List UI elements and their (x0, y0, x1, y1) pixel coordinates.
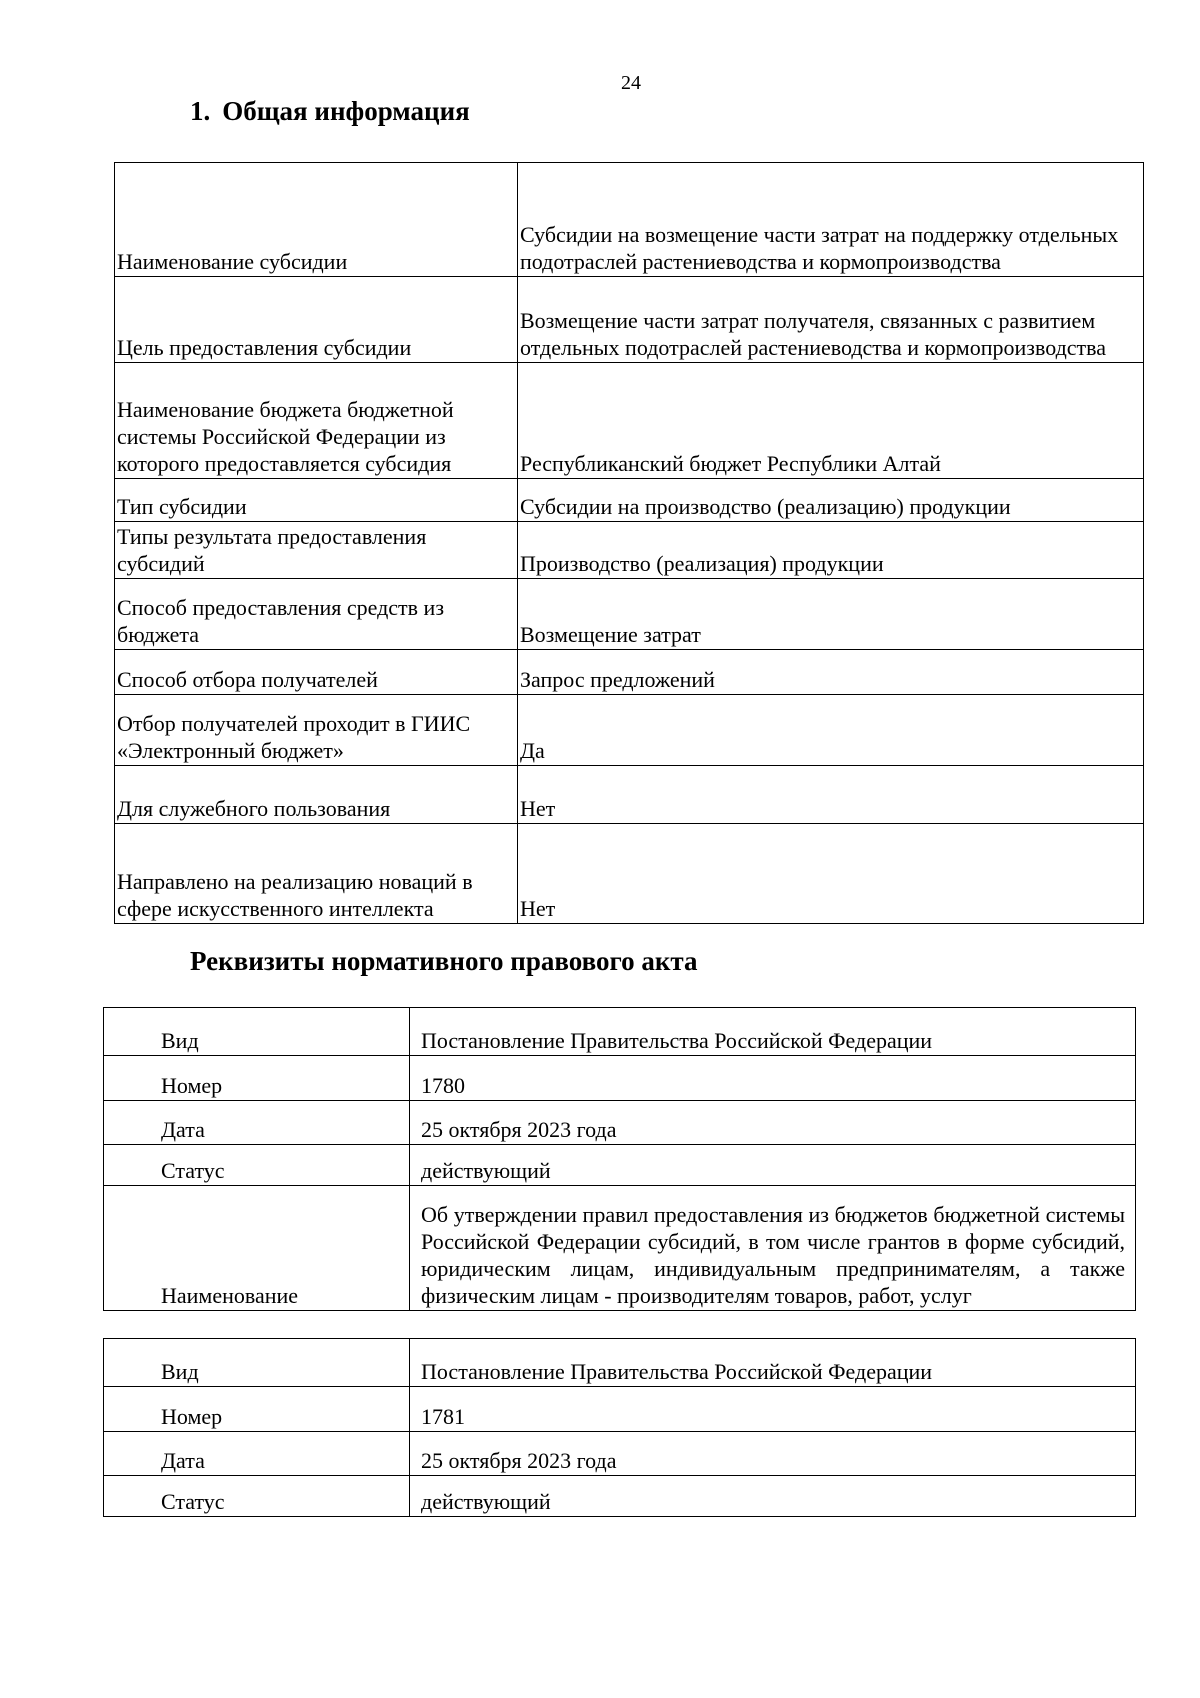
row-label: Способ предоставления средств из бюджета (115, 579, 518, 650)
row-value: Об утверждении правил предоставления из бюджетов бюджетной системы Российской Федерации субсидий, в том числе грантов в форме субсидий, юридическим лицам, индивидуальным предпринимателям, а также физическим лицам - производителям товаров, работ, услуг (410, 1186, 1136, 1311)
row-value: Субсидии на производство (реализацию) продукции (518, 479, 1144, 522)
row-value: Производство (реализация) продукции (518, 522, 1144, 579)
row-label: Наименование бюджета бюджетной системы Российской Федерации из которого предоставляется субсидия (115, 363, 518, 479)
row-value: действующий (410, 1145, 1136, 1186)
row-label: Номер (104, 1387, 410, 1432)
row-value: 25 октября 2023 года (410, 1432, 1136, 1476)
table-row (115, 650, 1144, 695)
table-row (115, 579, 1144, 650)
row-label: Направлено на реализацию новаций в сфере искусственного интеллекта (115, 824, 518, 924)
row-value: Республиканский бюджет Республики Алтай (518, 363, 1144, 479)
row-label: Вид (104, 1339, 410, 1387)
row-label: Цель предоставления субсидии (115, 277, 518, 363)
table-row (115, 363, 1144, 479)
table-row (104, 1339, 1136, 1387)
section-heading-legal-act: Реквизиты нормативного правового акта (190, 946, 698, 976)
table-row (115, 163, 1144, 277)
table-row (115, 695, 1144, 766)
table-row (115, 766, 1144, 824)
row-label: Дата (104, 1432, 410, 1476)
row-value: Субсидии на возмещение части затрат на поддержку отдельных подотраслей растениеводства и кормопроизводства (518, 163, 1144, 277)
table-row (104, 1145, 1136, 1186)
legal-act-table (103, 1338, 1136, 1517)
row-value: 25 октября 2023 года (410, 1101, 1136, 1145)
table-row (115, 277, 1144, 363)
row-value: Возмещение части затрат получателя, связанных с развитием отдельных подотраслей растениеводства и кормопроизводства (518, 277, 1144, 363)
row-label: Номер (104, 1056, 410, 1101)
table-row (115, 522, 1144, 579)
row-value: действующий (410, 1476, 1136, 1517)
row-label: Вид (104, 1008, 410, 1056)
row-label: Для служебного пользования (115, 766, 518, 824)
row-value: 1780 (410, 1056, 1136, 1101)
row-label: Наименование субсидии (115, 163, 518, 277)
row-label: Тип субсидии (115, 479, 518, 522)
section-number: 1. (190, 96, 211, 126)
legal-act-table (103, 1007, 1136, 1311)
table-row (115, 824, 1144, 924)
table-row (104, 1476, 1136, 1517)
general-info-table (114, 162, 1144, 924)
row-value: Да (518, 695, 1144, 766)
table-row (104, 1387, 1136, 1432)
page-number: 24 (621, 72, 641, 94)
row-label: Отбор получателей проходит в ГИИС «Электронный бюджет» (115, 695, 518, 766)
table-row (104, 1056, 1136, 1101)
table-row (104, 1008, 1136, 1056)
table-row (104, 1101, 1136, 1145)
section-title: Общая информация (222, 96, 470, 126)
table-row (104, 1432, 1136, 1476)
row-label: Дата (104, 1101, 410, 1145)
row-value: Постановление Правительства Российской Федерации (410, 1008, 1136, 1056)
row-label: Статус (104, 1476, 410, 1517)
row-value: 1781 (410, 1387, 1136, 1432)
row-value: Запрос предложений (518, 650, 1144, 695)
table-row (115, 479, 1144, 522)
row-value: Нет (518, 824, 1144, 924)
row-value: Возмещение затрат (518, 579, 1144, 650)
section-heading-general-info (190, 96, 470, 127)
row-label: Типы результата предоставления субсидий (115, 522, 518, 579)
row-label: Статус (104, 1145, 410, 1186)
row-label: Наименование (104, 1186, 410, 1311)
row-value: Постановление Правительства Российской Федерации (410, 1339, 1136, 1387)
table-row (104, 1186, 1136, 1311)
row-value: Нет (518, 766, 1144, 824)
row-label: Способ отбора получателей (115, 650, 518, 695)
